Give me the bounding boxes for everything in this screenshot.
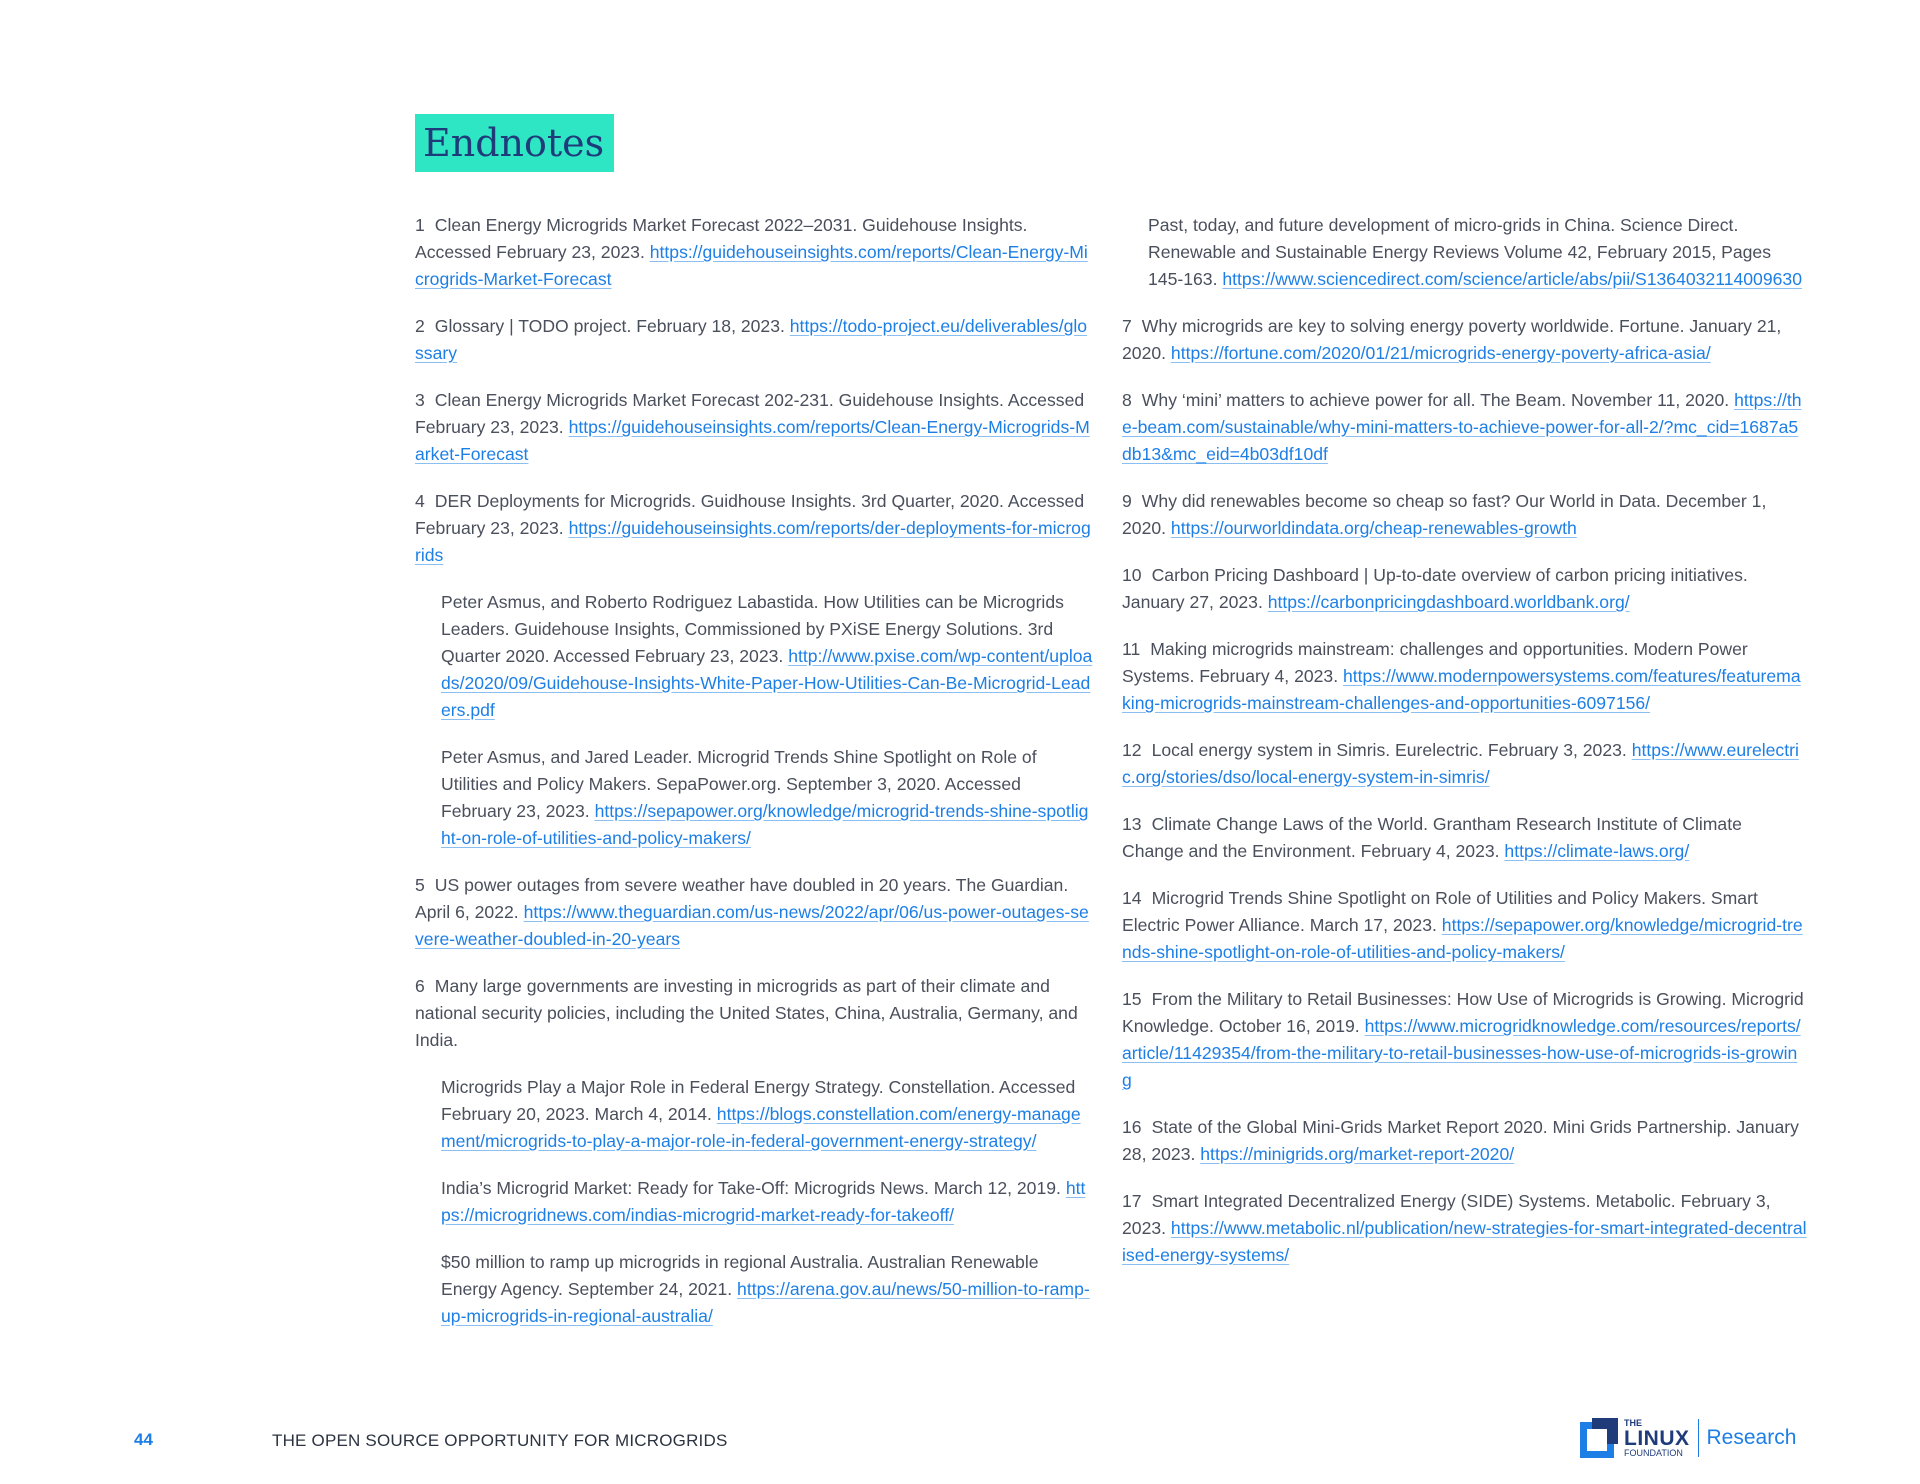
endnote-text: Clean Energy Microgrids Market Forecast 202-231. Guidehouse Insights. Accessed February 23, 2023.	[415, 390, 1085, 437]
endnote-link[interactable]: https://minigrids.org/market-report-2020/	[1200, 1144, 1515, 1164]
endnote-number: 7	[1122, 316, 1132, 336]
logo-divider	[1698, 1419, 1699, 1457]
endnote-text: DER Deployments for Microgrids. Guidhouse Insights. 3rd Quarter, 2020. Accessed February 23, 2023.	[415, 491, 1085, 538]
endnote-number: 17	[1122, 1191, 1142, 1211]
endnote-link[interactable]: https://sepapower.org/knowledge/microgrid-trends-shine-spotlight-on-role-of-utilities-and-policy-makers/	[441, 801, 1089, 848]
endnote-link[interactable]: https://arena.gov.au/news/50-million-to-ramp-up-microgrids-in-regional-australia/	[441, 1279, 1090, 1326]
endnote-number: 16	[1122, 1117, 1142, 1137]
page-number: 44	[134, 1430, 153, 1449]
endnote	[1122, 811, 1807, 865]
endnote-text: Peter Asmus, and Roberto Rodriguez Labastida. How Utilities can be Microgrids Leaders. Guidehouse Insights, Commissioned by PXiSE Energy Solutions. 3rd Quarter 2020. Accessed February 23, 2023.	[441, 592, 1064, 666]
endnote-text: India’s Microgrid Market: Ready for Take-Off: Microgrids News. March 12, 2019.	[441, 1178, 1066, 1198]
endnote-number: 6	[415, 976, 425, 996]
endnote-number: 3	[415, 390, 425, 410]
endnote-text: Glossary | TODO project. February 18, 2023.	[434, 316, 790, 336]
endnote-number: 10	[1122, 565, 1142, 585]
endnote-link[interactable]: https://todo-project.eu/deliverables/glossary	[415, 316, 1088, 363]
endnote-text: Why microgrids are key to solving energy poverty worldwide. Fortune. January 21, 2020.	[1122, 316, 1782, 363]
endnote	[415, 488, 1095, 569]
footer-title: THE OPEN SOURCE OPPORTUNITY FOR MICROGRIDS	[272, 1431, 728, 1450]
endnote-link[interactable]: https://blogs.constellation.com/energy-management/microgrids-to-play-a-major-role-in-federal-government-energy-strategy/	[441, 1104, 1081, 1151]
endnote-number: 15	[1122, 989, 1142, 1009]
logo-foundation: FOUNDATION	[1624, 1447, 1683, 1458]
endnote-text: Many large governments are investing in microgrids as part of their climate and national security policies, including the United States, China, Australia, Germany, and India.	[415, 976, 1078, 1050]
endnote-link[interactable]: https://www.theguardian.com/us-news/2022/apr/06/us-power-outages-severe-weather-doubled-in-20-years	[415, 902, 1089, 949]
endnote-number: 11	[1122, 639, 1141, 659]
endnote	[1122, 737, 1807, 791]
endnote-text: Peter Asmus, and Jared Leader. Microgrid Trends Shine Spotlight on Role of Utilities and Policy Makers. SepaPower.org. September 3, 2020. Accessed February 23, 2023.	[441, 747, 1037, 821]
endnote	[1122, 313, 1807, 367]
endnote	[415, 1074, 1095, 1155]
endnote-text: Clean Energy Microgrids Market Forecast 2022–2031. Guidehouse Insights. Accessed February 23, 2023.	[415, 215, 1028, 262]
endnote-link[interactable]: https://the-beam.com/sustainable/why-mini-matters-to-achieve-power-for-all-2/?mc_cid=1687a5db13&mc_eid=4b03df10df	[1122, 390, 1802, 464]
page-title: Endnotes	[415, 114, 614, 172]
endnote-link[interactable]: https://fortune.com/2020/01/21/microgrids-energy-poverty-africa-asia/	[1170, 343, 1711, 363]
endnotes-left-column	[415, 212, 1095, 1350]
endnote	[415, 744, 1095, 852]
endnote	[415, 872, 1095, 953]
endnote-number: 1	[415, 215, 425, 235]
endnote-number: 13	[1122, 814, 1142, 834]
endnote	[1122, 986, 1807, 1094]
endnote-link[interactable]: https://guidehouseinsights.com/reports/Clean-Energy-Microgrids-Market-Forecast	[415, 242, 1088, 289]
endnote-link[interactable]: https://ourworldindata.org/cheap-renewables-growth	[1170, 518, 1577, 538]
endnote-number: 9	[1122, 491, 1132, 511]
logo-the: THE	[1624, 1417, 1642, 1428]
endnote	[415, 589, 1095, 724]
endnote-link[interactable]: https://guidehouseinsights.com/reports/Clean-Energy-Microgrids-Market-Forecast	[415, 417, 1090, 464]
endnote	[415, 212, 1095, 293]
endnote-text: Smart Integrated Decentralized Energy (SIDE) Systems. Metabolic. February 3, 2023.	[1122, 1191, 1771, 1238]
endnote	[1122, 1114, 1807, 1168]
endnote-link[interactable]: http://www.pxise.com/wp-content/uploads/2020/09/Guidehouse-Insights-White-Paper-How-Utilities-Can-Be-Microgrid-Leaders.pdf	[441, 646, 1093, 720]
linux-foundation-logo-icon	[1580, 1418, 1618, 1458]
endnote	[1122, 562, 1807, 616]
endnote	[1122, 387, 1807, 468]
logo-linux: LINUX	[1624, 1426, 1690, 1450]
endnote-number: 5	[415, 875, 425, 895]
endnote	[1122, 885, 1807, 966]
endnote-text: Why did renewables become so cheap so fast? Our World in Data. December 1, 2020.	[1122, 491, 1767, 538]
endnote-text: US power outages from severe weather have doubled in 20 years. The Guardian. April 6, 2022.	[415, 875, 1069, 922]
endnotes-right-column	[1122, 212, 1807, 1289]
linux-foundation-research-logo	[1580, 1418, 1796, 1458]
endnote	[1122, 636, 1807, 717]
endnote-link[interactable]: https://microgridnews.com/indias-microgrid-market-ready-for-takeoff/	[441, 1178, 1086, 1225]
endnote-link[interactable]: https://www.eurelectric.org/stories/dso/local-energy-system-in-simris/	[1122, 740, 1799, 787]
endnote-text: Climate Change Laws of the World. Grantham Research Institute of Climate Change and the Environment. February 4, 2023.	[1122, 814, 1742, 861]
endnote-text: $50 million to ramp up microgrids in regional Australia. Australian Renewable Energy Agency. September 24, 2021.	[441, 1252, 1039, 1299]
endnote-number: 8	[1122, 390, 1132, 410]
endnote-text: Why ‘mini’ matters to achieve power for all. The Beam. November 11, 2020.	[1141, 390, 1735, 410]
endnote-link[interactable]: https://guidehouseinsights.com/reports/der-deployments-for-microgrids	[415, 518, 1091, 565]
endnote	[415, 973, 1095, 1054]
endnote-link[interactable]: https://sepapower.org/knowledge/microgrid-trends-shine-spotlight-on-role-of-utilities-and-policy-makers/	[1122, 915, 1803, 962]
endnote-text: Making microgrids mainstream: challenges and opportunities. Modern Power Systems. February 4, 2023.	[1122, 639, 1748, 686]
endnote-link[interactable]: https://carbonpricingdashboard.worldbank.org/	[1267, 592, 1630, 612]
endnote-text: Local energy system in Simris. Eurelectric. February 3, 2023.	[1151, 740, 1632, 760]
endnote	[415, 1249, 1095, 1330]
endnote-number: 14	[1122, 888, 1142, 908]
logo-research: Research	[1706, 1426, 1797, 1449]
endnote	[1122, 488, 1807, 542]
endnote-link[interactable]: https://www.microgridknowledge.com/resources/reports/article/11429354/from-the-military-to-retail-businesses-how-use-of-microgrids-is-growing	[1122, 1016, 1801, 1090]
endnote-link[interactable]: https://www.metabolic.nl/publication/new-strategies-for-smart-integrated-decentralised-energy-systems/	[1122, 1218, 1807, 1265]
endnote-text: State of the Global Mini-Grids Market Report 2020. Mini Grids Partnership. January 28, 2023.	[1122, 1117, 1799, 1164]
endnote-link[interactable]: https://www.modernpowersystems.com/features/featuremaking-microgrids-mainstream-challenges-and-opportunities-6097156/	[1122, 666, 1801, 713]
endnote	[415, 1175, 1095, 1229]
endnote-number: 12	[1122, 740, 1142, 760]
logo-wordmark	[1624, 1419, 1690, 1458]
endnote	[415, 313, 1095, 367]
endnote-number: 4	[415, 491, 425, 511]
endnote-text: Carbon Pricing Dashboard | Up-to-date overview of carbon pricing initiatives. January 27, 2023.	[1122, 565, 1748, 612]
endnote-link[interactable]: https://climate-laws.org/	[1504, 841, 1690, 861]
endnote	[415, 387, 1095, 468]
endnote-text: From the Military to Retail Businesses: How Use of Microgrids is Growing. Microgrid Knowledge. October 16, 2019.	[1122, 989, 1804, 1036]
endnote-text: Past, today, and future development of micro-grids in China. Science Direct. Renewable and Sustainable Energy Reviews Volume 42, February 2015, Pages 145-163.	[1148, 215, 1772, 289]
endnote-text: Microgrid Trends Shine Spotlight on Role of Utilities and Policy Makers. Smart Electric Power Alliance. March 17, 2023.	[1122, 888, 1758, 935]
endnote-link[interactable]: https://www.sciencedirect.com/science/article/abs/pii/S1364032114009630	[1222, 269, 1802, 289]
endnote-text: Microgrids Play a Major Role in Federal Energy Strategy. Constellation. Accessed February 20, 2023. March 4, 2014.	[441, 1077, 1076, 1124]
endnote-number: 2	[415, 316, 425, 336]
endnote	[1122, 212, 1807, 293]
endnote	[1122, 1188, 1807, 1269]
